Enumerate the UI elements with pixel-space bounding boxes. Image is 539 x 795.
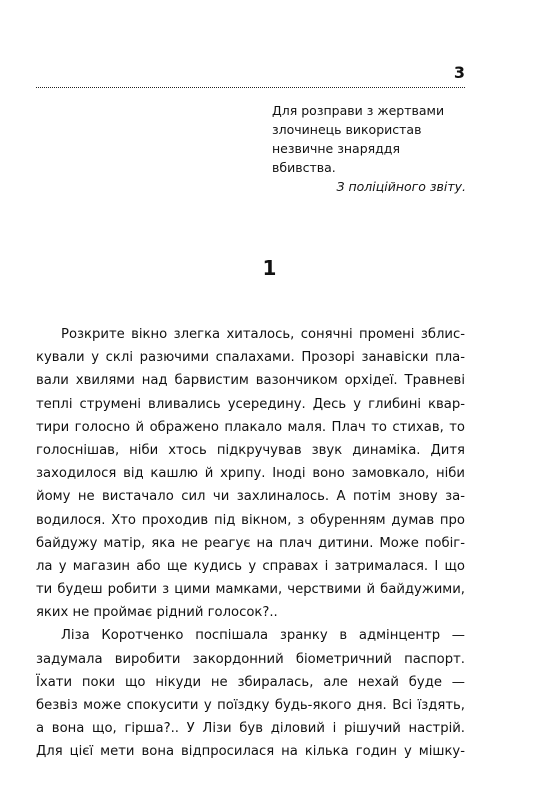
chapter-number: 1: [262, 256, 277, 280]
text-line: водилося. Хто проходив під вікном, з обуренням думав про: [36, 512, 465, 528]
text-line: йому не вистачало сил чи захлиналось. А потім знову за-: [36, 489, 465, 505]
text-line: Їхати поки що нікуди не збиралась, але нехай буде —: [36, 674, 465, 690]
text-line: тири голосно й ображено плакало маля. Плач то стихав, то: [36, 419, 465, 435]
epigraph: [272, 101, 472, 196]
body-text: [36, 323, 465, 764]
text-line: ти будеш робити з цими мамками, черствими й байдужими,: [36, 582, 465, 598]
text-line: кували у склі разючими спалахами. Прозорі занавіски пла-: [36, 350, 465, 366]
text-line: теплі струмені вливались усередину. Десь у глибині квар-: [36, 396, 465, 412]
epigraph-line: злочинець використав: [272, 122, 422, 137]
epigraph-source: З поліційного звіту.: [336, 179, 466, 194]
text-line: байдужу матір, яка не реагує на плач дитини. Може побіг-: [36, 535, 465, 551]
epigraph-line: вбивства.: [272, 160, 336, 175]
epigraph-line: Для розправи з жертвами: [272, 103, 445, 118]
text-line: заходилося від кашлю й хрипу. Іноді воно замовкало, ніби: [36, 466, 465, 482]
header-dotted-rule: [36, 87, 465, 88]
text-line: ла у магазин або ще кудись у справах і затрималася. І що: [36, 558, 465, 574]
text-line: яких не проймає рідний голосок?..: [36, 605, 278, 621]
text-line: а вона що, гірша?.. У Лізи був діловий і рішучий настрій.: [36, 721, 465, 737]
page-number: 3: [453, 63, 465, 82]
text-line: безвіз може спокусити у поїздку будь-якого дня. Всі їздять,: [36, 698, 465, 713]
epigraph-line: незвичне знаряддя: [272, 141, 400, 156]
text-line: Для цієї мети вона відпросилася на кілька годин у мішку-: [36, 744, 465, 760]
text-line: задумала виробити закордонний біометричний паспорт.: [36, 651, 465, 667]
text-line: Ліза Коротченко поспішала зранку в адмінцентр —: [61, 628, 465, 644]
text-line: вали хвилями над барвистим вазончиком орхідеї. Травневі: [36, 373, 465, 389]
text-line: Розкрите вікно злегка хиталось, сонячні промені зблис-: [61, 327, 465, 342]
text-line: голоснішав, ніби хтось підкручував звук динаміка. Дитя: [36, 442, 465, 458]
